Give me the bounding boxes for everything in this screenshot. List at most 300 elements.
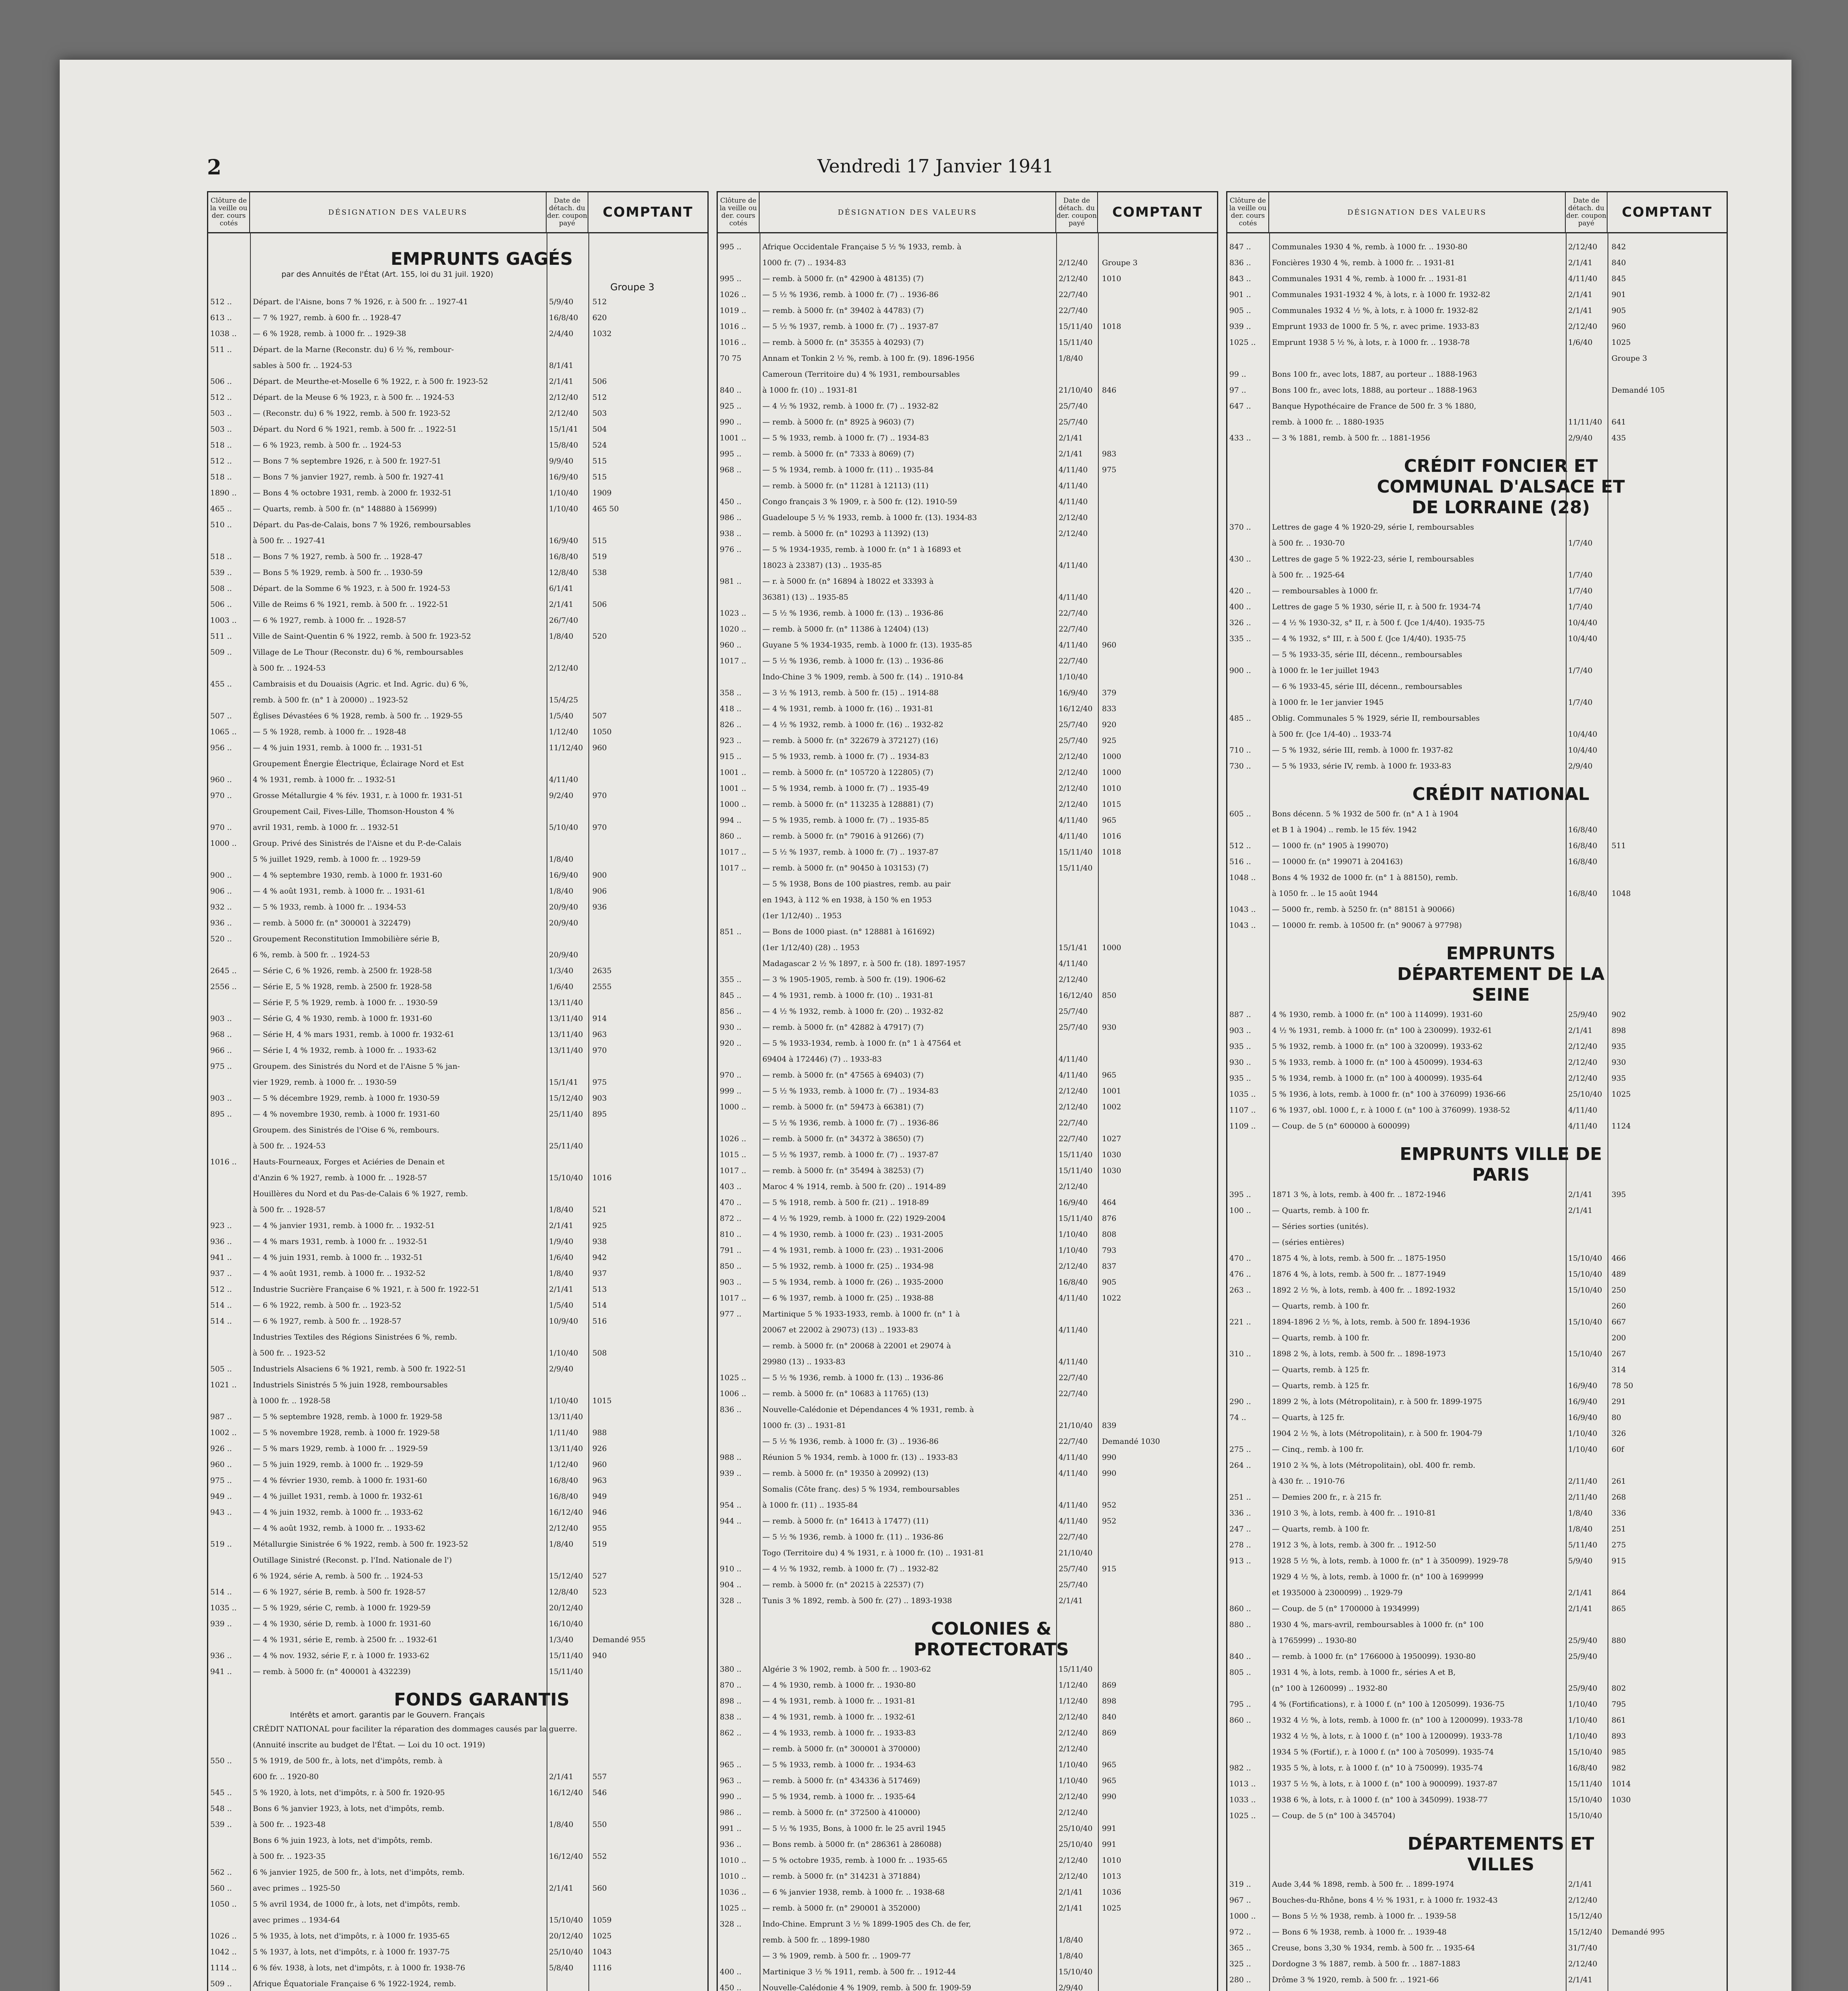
prev-close-value: 370 .. [1229, 523, 1251, 532]
comptant-price: 1010 [1102, 274, 1121, 283]
security-row [208, 661, 707, 677]
comptant-price: 960 [592, 743, 607, 752]
security-row [718, 766, 1217, 782]
security-row [718, 1291, 1217, 1307]
coupon-date: 1/8/40 [1568, 1525, 1593, 1533]
security-designation: — 6 % 1933-45, série III, décenn., remboursables [1272, 682, 1462, 691]
security-row [718, 1339, 1217, 1355]
page-header [207, 155, 1664, 183]
comptant-price: 546 [592, 1788, 607, 1797]
security-designation: — 6 % 1937, remb. à 1000 fr. (25) .. 1938-88 [762, 1294, 934, 1303]
security-row [208, 709, 707, 725]
section-title: COLONIES & PROTECTORATS [914, 1619, 1069, 1660]
comptant-price: 1043 [592, 1948, 612, 1956]
security-designation: — remb. à 5000 fr. (n° 11281 à 12113) (11) [762, 481, 929, 490]
coupon-date: 1/7/40 [1568, 602, 1593, 611]
coupon-date: 15/10/40 [1568, 1254, 1602, 1263]
security-row [1227, 1220, 1727, 1236]
prev-close-value: 930 .. [1229, 1058, 1251, 1067]
coupon-date: 15/11/40 [1059, 1665, 1093, 1674]
prev-close-value: 905 .. [1229, 306, 1251, 315]
security-designation: 1932 4 ½ %, à lots, r. à 1000 f. (n° 100 à 1200099). 1933-78 [1272, 1732, 1502, 1741]
coupon-date: 2/1/41 [1059, 1888, 1083, 1897]
security-row [208, 932, 707, 948]
comptant-price: 516 [592, 1317, 607, 1326]
prev-close-value: 1890 .. [210, 489, 237, 497]
prev-close-value: 503 .. [210, 409, 232, 418]
security-designation: à 1000 fr. (11) .. 1935-84 [762, 1501, 858, 1510]
comptant-price: 963 [592, 1476, 607, 1485]
comptant-price: 1025 [1612, 338, 1631, 347]
security-designation: Nouvelle-Calédonie 4 % 1909, remb. à 500 fr. 1909-59 [762, 1983, 971, 1991]
security-row [208, 1028, 707, 1044]
coupon-date: 15/10/40 [1568, 1349, 1602, 1358]
coupon-date: 25/10/40 [1059, 1840, 1093, 1849]
security-row [1227, 399, 1727, 415]
coupon-date: 1/8/40 [549, 1820, 574, 1829]
security-row [1227, 320, 1727, 336]
coupon-date: 1/11/40 [549, 1428, 578, 1437]
coupon-date: 21/10/40 [1059, 1421, 1093, 1430]
security-row [208, 1283, 707, 1299]
comptant-price: 1018 [1102, 848, 1121, 857]
security-designation: (1er 1/12/40) .. 1953 [762, 911, 842, 920]
comptant-price: 261 [1612, 1477, 1626, 1486]
security-designation: 1935 5 %, à lots, r. à 1000 f. (n° 10 à 750099). 1935-74 [1272, 1764, 1483, 1772]
comptant-price: 267 [1612, 1349, 1626, 1358]
comptant-price: 850 [1102, 991, 1117, 1000]
comptant-price: 906 [592, 887, 607, 896]
coupon-date: 25/7/40 [1059, 736, 1088, 745]
security-designation: et B 1 à 1904) .. remb. le 15 fév. 1942 [1272, 825, 1417, 834]
security-designation: Bons 100 fr., avec lots, 1887, au porteur .. 1888-1963 [1272, 370, 1477, 379]
comptant-price: 2635 [592, 966, 612, 975]
security-row [1227, 256, 1727, 272]
security-row [718, 670, 1217, 686]
security-row [208, 359, 707, 375]
security-designation: à 500 fr. (Jce 1/4-40) .. 1933-74 [1272, 730, 1392, 739]
security-row [1227, 839, 1727, 855]
prev-close-value: 810 .. [720, 1230, 742, 1239]
coupon-date: 15/4/25 [549, 696, 578, 704]
coupon-date: 15/11/40 [549, 1651, 583, 1660]
section-title: DÉPARTEMENTS ET VILLES [1407, 1834, 1594, 1875]
security-row [718, 909, 1217, 925]
comptant-price: 903 [592, 1094, 607, 1103]
coupon-date: 2/12/40 [1059, 1856, 1088, 1865]
coupon-date: 16/12/40 [549, 1852, 583, 1861]
prev-close-value: 887 .. [1229, 1010, 1251, 1019]
prev-close-value: 870 .. [720, 1681, 742, 1690]
security-designation: — Quarts, remb. à 100 fr. [1272, 1525, 1370, 1533]
security-designation: — Coup. de 5 (n° 1700000 à 1934999) [1272, 1604, 1420, 1613]
security-designation: — 5 % 1935, remb. à 1000 fr. (7) .. 1935-85 [762, 816, 929, 825]
security-designation: 1931 4 %, à lots, remb. à 1000 fr., séries A et B, [1272, 1668, 1456, 1677]
comptant-price: 975 [592, 1078, 607, 1087]
prev-close-value: 613 .. [210, 313, 232, 322]
coupon-date: 2/12/40 [1059, 768, 1088, 777]
security-row [718, 638, 1217, 654]
security-designation: — remb. à 5000 fr. (n° 10683 à 11765) (13) [762, 1389, 929, 1398]
security-designation: — remb. à 5000 fr. (n° 20068 à 22001 et 29074 à [762, 1342, 951, 1350]
security-designation: — 5 % 1928, remb. à 1000 fr. .. 1928-48 [253, 728, 406, 736]
prev-close-value: 247 .. [1229, 1525, 1251, 1533]
security-designation: 1875 4 %, à lots, remb. à 500 fr. .. 1875-1950 [1272, 1254, 1446, 1263]
security-row [208, 518, 707, 534]
comptant-price: 1025 [592, 1932, 612, 1940]
comptant-price: 60f [1612, 1445, 1624, 1454]
coupon-date: 4/11/40 [1059, 1469, 1088, 1478]
comptant-price: 557 [592, 1772, 607, 1781]
security-row [718, 1530, 1217, 1546]
prev-close-value: 990 .. [720, 418, 742, 426]
prev-close-value: 972 .. [1229, 1928, 1251, 1936]
security-designation: 1910 3 %, à lots, remb. à 400 fr. .. 1910-81 [1272, 1509, 1436, 1518]
security-row [1227, 520, 1727, 536]
prev-close-value: 730 .. [1229, 762, 1251, 771]
prev-close-value: 1114 .. [210, 1964, 237, 1972]
security-designation: — 5 % 1938, Bons de 100 piastres, remb. au pair [762, 880, 951, 888]
prev-close-value: 310 .. [1229, 1349, 1251, 1358]
security-designation: — remb. à 5000 fr. (n° 300001 à 370000) [762, 1745, 920, 1753]
prev-close-value: 263 .. [1229, 1286, 1251, 1295]
security-designation: Bons décenn. 5 % 1932 de 500 fr. (n° A 1 à 1904 [1272, 810, 1459, 818]
security-designation: Village de Le Thour (Reconstr. du) 6 %, remboursables [253, 648, 463, 657]
security-designation: Industriels Alsaciens 6 % 1921, remb. à 500 fr. 1922-51 [253, 1365, 467, 1373]
coupon-date: 1/10/40 [1059, 1246, 1088, 1255]
coupon-date: 1/6/40 [549, 1253, 574, 1262]
comptant-price: 988 [592, 1428, 607, 1437]
coupon-date: 1/7/40 [1568, 666, 1593, 675]
comptant-price: 837 [1102, 1262, 1117, 1271]
security-row [208, 1139, 707, 1155]
coupon-date: 2/12/40 [1568, 322, 1598, 331]
security-row [718, 1403, 1217, 1419]
prev-close-value: 910 .. [720, 1565, 742, 1573]
coupon-date: 15/11/40 [1059, 1214, 1093, 1223]
prev-close-value: 1017 .. [720, 1294, 746, 1303]
coupon-date: 15/11/40 [1568, 1780, 1602, 1788]
coupon-date: 21/10/40 [1059, 386, 1093, 395]
prev-close-value: 850 .. [720, 1262, 742, 1271]
security-row [208, 470, 707, 486]
security-designation: — remb. à 1000 fr. (n° 1766000 à 1950099). 1930-80 [1272, 1652, 1476, 1661]
comptant-price: 839 [1102, 1421, 1117, 1430]
security-designation: Réunion 5 % 1934, remb. à 1000 fr. (13) .. 1933-83 [762, 1453, 958, 1462]
coupon-date: 4/11/40 [1059, 959, 1088, 968]
prev-close-value: 880 .. [1229, 1620, 1251, 1629]
prev-close-value: 99 .. [1229, 370, 1246, 379]
prev-close-value: 937 .. [210, 1269, 232, 1278]
comptant-price: 1016 [1102, 832, 1121, 841]
prev-close-value: 975 .. [210, 1476, 232, 1485]
header-prev-close: Clôture de la veille ou der. cours cotés [208, 192, 250, 232]
prev-close-value: 923 .. [720, 736, 742, 745]
security-designation: — Série H, 4 % mars 1931, remb. à 1000 fr. 1932-61 [253, 1030, 455, 1039]
coupon-date: 2/12/40 [1059, 1745, 1088, 1753]
security-designation: Houillères du Nord et du Pas-de-Calais 6 % 1927, remb. [253, 1189, 468, 1198]
coupon-date: 16/9/40 [1059, 1198, 1088, 1207]
prev-close-value: 1002 .. [210, 1428, 237, 1437]
security-row [718, 1546, 1217, 1562]
prev-close-value: 514 .. [210, 1588, 232, 1596]
security-row [718, 1594, 1217, 1610]
security-row [208, 837, 707, 853]
prev-close-value: 1035 .. [1229, 1090, 1256, 1099]
security-row [718, 1562, 1217, 1578]
security-row [1227, 431, 1727, 447]
security-row [718, 304, 1217, 320]
prev-close-value: 507 .. [210, 712, 232, 720]
security-designation: — 4 % 1933, remb. à 1000 fr. .. 1933-83 [762, 1729, 916, 1737]
security-row [208, 566, 707, 582]
security-designation: Départ. du Nord 6 % 1921, remb. à 500 fr. .. 1922-51 [253, 425, 457, 434]
coupon-date: 1/8/40 [1059, 1936, 1083, 1944]
security-row [208, 1569, 707, 1585]
group-label-text: Groupe 3 [610, 282, 654, 293]
security-designation: — 4 % août 1931, remb. à 1000 fr. .. 1931-61 [253, 887, 426, 896]
coupon-date: 16/12/40 [1059, 704, 1093, 713]
prev-close-value: 358 .. [720, 688, 742, 697]
comptant-price: 667 [1612, 1318, 1626, 1326]
security-row [718, 240, 1217, 256]
prev-close-value: 520 .. [210, 935, 232, 943]
prev-close-value: 1050 .. [210, 1900, 237, 1909]
security-row [208, 1802, 707, 1818]
coupon-date: 15/10/40 [1568, 1318, 1602, 1326]
security-designation: Communales 1930 4 %, remb. à 1000 fr. .. 1930-80 [1272, 243, 1468, 251]
security-row [718, 1307, 1217, 1323]
coupon-date: 2/1/41 [549, 1285, 574, 1294]
prev-close-value: 995 .. [720, 450, 742, 458]
security-row [718, 1068, 1217, 1084]
security-designation: — Demies 200 fr., r. à 215 fr. [1272, 1493, 1382, 1502]
security-row [718, 1901, 1217, 1917]
security-designation: 6 % fév. 1938, à lots, net d'impôts, r. à 1000 fr. 1938-76 [253, 1964, 465, 1972]
comptant-price: 1030 [1102, 1166, 1121, 1175]
security-row [1227, 1893, 1727, 1909]
security-row [208, 1537, 707, 1553]
security-designation: Maroc 4 % 1914, remb. à 500 fr. (20) .. 1914-89 [762, 1182, 946, 1191]
comptant-price: 1013 [1102, 1872, 1121, 1881]
security-row [718, 1037, 1217, 1052]
comptant-price: 1022 [1102, 1294, 1121, 1303]
coupon-date: 2/1/41 [1059, 1904, 1083, 1913]
prev-close-value: 805 .. [1229, 1668, 1251, 1677]
security-row [1227, 759, 1727, 775]
coupon-date: 1/8/40 [549, 1205, 574, 1214]
security-row [718, 925, 1217, 941]
security-row [208, 1553, 707, 1569]
coupon-date: 1/6/40 [1568, 338, 1593, 347]
security-designation: — Quarts, remb. à 500 fr. (n° 148880 à 156999) [253, 505, 437, 513]
prev-close-value: 280 .. [1229, 1975, 1251, 1984]
prev-close-value: 325 .. [1229, 1960, 1251, 1968]
comptant-price: 521 [592, 1205, 607, 1214]
security-designation: — 4 ½ % 1932, remb. à 1000 fr. (16) .. 1932-82 [762, 720, 944, 729]
security-row [1227, 352, 1727, 368]
comptant-price: 506 [592, 600, 607, 609]
security-row [1227, 680, 1727, 696]
prev-close-value: 485 .. [1229, 714, 1251, 723]
comptant-price: 1015 [1102, 800, 1121, 809]
comptant-price: 915 [1102, 1565, 1117, 1573]
comptant-price: 845 [1612, 274, 1626, 283]
comptant-price: Demandé 1030 [1102, 1437, 1160, 1446]
security-designation: — 5 ½ % 1936, remb. à 1000 fr. (11) .. 1936-86 [762, 1533, 944, 1541]
security-designation: 6 %, remb. à 500 fr. .. 1924-53 [253, 951, 370, 959]
coupon-date: 1/12/40 [549, 1460, 578, 1469]
comptant-price: 1909 [592, 489, 612, 497]
security-row [1227, 648, 1727, 664]
coupon-date: 10/9/40 [549, 1317, 578, 1326]
security-row [718, 1758, 1217, 1774]
security-row [718, 1498, 1217, 1514]
security-row [208, 1722, 707, 1738]
prev-close-value: 939 .. [210, 1619, 232, 1628]
comptant-price: 519 [592, 1540, 607, 1549]
security-designation: — 5 ½ % 1936, remb. à 1000 fr. (13) .. 1936-86 [762, 657, 944, 665]
security-designation: — remb. à 5000 fr. (n° 34372 à 38650) (7) [762, 1134, 924, 1143]
security-designation: — 4 % février 1930, remb. à 1000 fr. 1931-60 [253, 1476, 427, 1485]
coupon-date: 2/4/40 [549, 329, 574, 338]
security-row [718, 463, 1217, 479]
security-designation: — 4 % mars 1931, remb. à 1000 fr. .. 1932-51 [253, 1237, 428, 1246]
coupon-date: 4/11/40 [1059, 1453, 1088, 1462]
coupon-date: 15/10/40 [1059, 1968, 1093, 1976]
security-designation: — 5 % juin 1929, remb. à 1000 fr. .. 1929-59 [253, 1460, 423, 1469]
coupon-date: 2/1/41 [1568, 1026, 1593, 1035]
coupon-date: 2/1/41 [1568, 1190, 1593, 1199]
comptant-price: 1124 [1612, 1122, 1631, 1130]
prev-close-value: 97 .. [1229, 386, 1246, 395]
security-designation: à 500 fr. .. 1923-52 [253, 1349, 326, 1357]
coupon-date: 5/9/40 [549, 297, 574, 306]
security-row [1227, 1379, 1727, 1395]
prev-close-value: 967 .. [1229, 1896, 1251, 1905]
prev-close-value: 936 .. [720, 1840, 742, 1849]
coupon-date: 16/8/40 [1059, 1278, 1088, 1287]
coupon-date: 2/11/40 [1568, 1477, 1598, 1486]
security-designation: — remb. à 5000 fr. (n° 113235 à 128881) (7) [762, 800, 934, 809]
security-designation: — 5 % octobre 1935, remb. à 1000 fr. .. 1935-65 [762, 1856, 947, 1865]
comptant-price: 465 50 [592, 505, 619, 513]
comptant-price: 1059 [592, 1916, 612, 1925]
security-row [208, 486, 707, 502]
security-row [208, 693, 707, 709]
security-row [1227, 1103, 1727, 1119]
security-designation: — Quarts, remb. à 125 fr. [1272, 1365, 1370, 1374]
comptant-price: 512 [592, 297, 607, 306]
security-row [718, 1822, 1217, 1838]
prev-close-value: 1026 .. [720, 1134, 746, 1143]
security-designation: — remboursables à 1000 fr. [1272, 587, 1378, 595]
security-row [1227, 1941, 1727, 1957]
prev-close-value: 319 .. [1229, 1880, 1251, 1889]
security-row [718, 1965, 1217, 1981]
header-prev-close: Clôture de la veille ou der. cours cotés [1227, 192, 1269, 232]
security-row [208, 1977, 707, 1991]
security-designation: Martinique 3 ½ % 1911, remb. à 500 fr. .. 1912-44 [762, 1968, 956, 1976]
security-row [208, 438, 707, 454]
coupon-date: 16/12/40 [549, 1788, 583, 1797]
security-row [718, 1726, 1217, 1742]
listing-body [1227, 240, 1727, 1991]
comptant-price: 326 [1612, 1429, 1626, 1438]
security-row [718, 845, 1217, 861]
security-row [208, 1818, 707, 1834]
security-row [208, 1346, 707, 1362]
coupon-date: 11/12/40 [549, 743, 583, 752]
coupon-date: 15/12/40 [549, 1094, 583, 1103]
security-row [1227, 1878, 1727, 1893]
coupon-date: 2/12/40 [1568, 243, 1598, 251]
coupon-date: 16/9/40 [1059, 688, 1088, 697]
coupon-date: 26/7/40 [549, 616, 578, 625]
comptant-price: Groupe 3 [1102, 258, 1138, 267]
coupon-date: 22/7/40 [1059, 1437, 1088, 1446]
coupon-date: 22/7/40 [1059, 625, 1088, 634]
security-row [718, 1870, 1217, 1885]
security-row [718, 1228, 1217, 1244]
security-designation: — Série I, 4 % 1932, remb. à 1000 fr. .. 1933-62 [253, 1046, 437, 1055]
coupon-date: 31/7/40 [1568, 1944, 1598, 1952]
coupon-date: 1/7/40 [1568, 539, 1593, 548]
coupon-date: 4/11/40 [1059, 465, 1088, 474]
comptant-price: 1000 [1102, 752, 1121, 761]
coupon-date: 13/11/40 [549, 998, 583, 1007]
security-designation: — 3 % 1881, remb. à 500 fr. .. 1881-1956 [1272, 434, 1430, 442]
security-row [208, 1410, 707, 1426]
security-designation: Églises Dévastées 6 % 1928, remb. à 500 fr. .. 1929-55 [253, 712, 463, 720]
coupon-date: 15/10/40 [1568, 1748, 1602, 1756]
coupon-date: 25/9/40 [1568, 1652, 1598, 1661]
prev-close-value: 906 .. [210, 887, 232, 896]
coupon-date: 20/9/40 [549, 903, 578, 911]
coupon-date: 1/12/40 [1059, 1697, 1088, 1705]
security-row [718, 415, 1217, 431]
prev-close-value: 904 .. [720, 1580, 742, 1589]
prev-close-value: 512 .. [210, 457, 232, 465]
security-designation: Bons 100 fr., avec lots, 1888, au porteur .. 1888-1963 [1272, 386, 1477, 395]
security-designation: — r. à 5000 fr. (n° 16894 à 18022 et 33393 à [762, 577, 934, 586]
security-designation: Madagascar 2 ½ % 1897, r. à 500 fr. (18). 1897-1957 [762, 959, 966, 968]
comptant-price: 523 [592, 1588, 607, 1596]
security-row [718, 352, 1217, 368]
coupon-date: 20/9/40 [549, 919, 578, 927]
security-row [208, 1490, 707, 1506]
coupon-date: 2/12/40 [549, 409, 578, 418]
comptant-price: 926 [592, 1444, 607, 1453]
security-designation: à 430 fr. .. 1910-76 [1272, 1477, 1345, 1486]
coupon-date: 2/1/41 [1059, 1596, 1083, 1605]
security-designation: — 5 ½ % 1936, remb. à 1000 fr. (7) .. 1936-86 [762, 1119, 939, 1127]
coupon-date: 16/12/40 [1059, 991, 1093, 1000]
header-comptant: COMPTANT [1112, 204, 1203, 220]
prev-close-value: 851 .. [720, 927, 742, 936]
coupon-date: 2/1/41 [1568, 290, 1593, 299]
prev-close-value: 900 .. [1229, 666, 1251, 675]
security-row [718, 1212, 1217, 1228]
security-designation: Lettres de gage 4 % 1920-29, série I, remboursables [1272, 523, 1474, 532]
coupon-date: 1/10/40 [1568, 1445, 1598, 1454]
coupon-date: 25/7/40 [1059, 1580, 1088, 1589]
security-row [1227, 1236, 1727, 1252]
security-row [208, 1394, 707, 1410]
security-designation: avec primes .. 1925-50 [253, 1884, 340, 1893]
coupon-date: 4/11/40 [1568, 1122, 1598, 1130]
security-row [208, 1203, 707, 1219]
